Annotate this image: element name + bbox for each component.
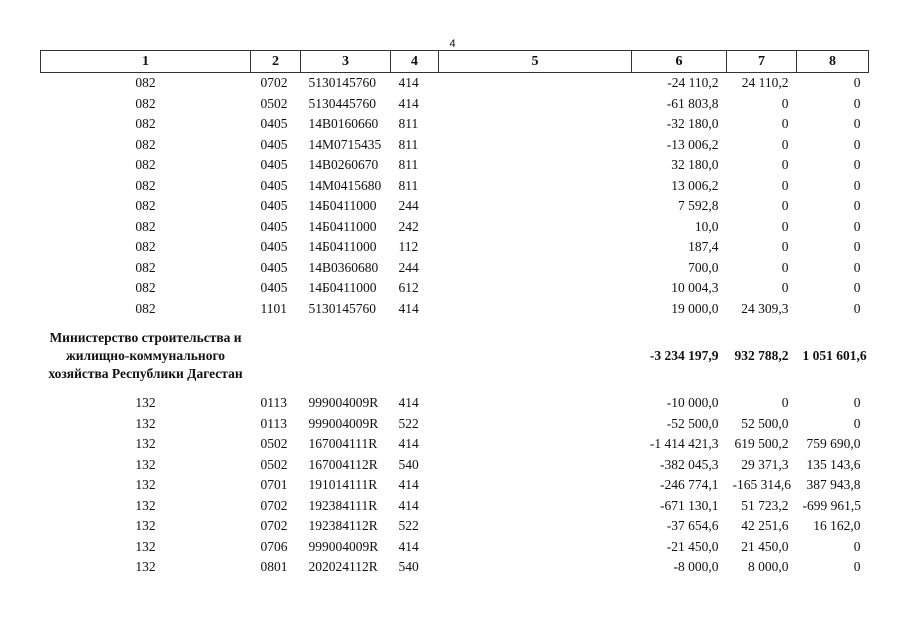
table-cell-col3: 14Б0411000 [308,218,377,234]
table-cell-col8: 0 [853,395,861,411]
table-row [41,496,869,517]
table-cell-col1: 132 [135,559,156,575]
table-cell-col8: 0 [853,75,861,91]
table-cell-col8: 16 162,0 [813,518,861,534]
table-cell-col5 [439,94,632,115]
table-cell-col2: 0113 [260,395,287,411]
ministry-total-row [41,319,869,393]
empty-cell [439,319,632,393]
table-cell-col3: 999004009R [308,538,379,554]
table-cell-col7: 42 251,6 [741,518,789,534]
table-cell-col8: 0 [853,218,861,234]
table-cell-col6: 19 000,0 [671,300,719,316]
table-cell-col7: 0 [781,395,789,411]
table-row [41,196,869,217]
table-cell-col6: -382 045,3 [660,456,719,472]
table-cell-col6: -61 803,8 [666,95,719,111]
table-row [41,94,869,115]
table-cell-col7: 0 [781,239,789,255]
table-cell-col1: 082 [135,300,156,316]
table-row [41,557,869,578]
table-row [41,176,869,197]
table-cell-col3: 202024112R [308,559,378,575]
table-cell-col7: 21 450,0 [741,538,789,554]
table-cell-col3: 14Б0411000 [308,280,377,296]
table-cell-col5 [439,155,632,176]
table-cell-col5 [439,196,632,217]
table-cell-col6: 10 004,3 [671,280,719,296]
table-cell-col6: 187,4 [688,239,719,255]
table-cell-col6: -52 500,0 [666,415,719,431]
table-cell-col7: 52 500,0 [741,415,789,431]
table-cell-col4: 811 [398,136,419,152]
table-row [41,217,869,238]
table-cell-col4: 414 [398,477,419,493]
table-row [41,135,869,156]
table-row [41,434,869,455]
table-cell-col8: 0 [853,415,861,431]
table-cell-col1: 082 [135,75,156,91]
table-cell-col3: 167004111R [308,436,378,452]
table-cell-col3: 14Б0411000 [308,239,377,255]
table-cell-col5 [439,414,632,435]
table-cell-col2: 0405 [260,280,288,296]
table-cell-col5 [439,278,632,299]
table-cell-col2: 0405 [260,198,288,214]
table-cell-col6: -8 000,0 [673,559,719,575]
table-cell-col8: 759 690,0 [806,436,861,452]
table-cell-col3: 192384111R [308,497,378,513]
table-row [41,258,869,279]
table-cell-col2: 0702 [260,497,288,513]
table-cell-col5 [439,557,632,578]
table-cell-col4: 811 [398,157,419,173]
table-cell-col8: 0 [853,198,861,214]
table-cell-col5 [439,114,632,135]
table-cell-col3: 14M0715435 [308,136,382,152]
table-cell-col1: 082 [135,116,156,132]
table-cell-col6: 700,0 [688,259,719,275]
table-cell-col4: 414 [398,95,419,111]
table-cell-col2: 0701 [260,477,288,493]
table-row [41,537,869,558]
table-cell-col3: 14B0260670 [308,157,379,173]
header-row [41,51,869,73]
table-cell-col2: 0706 [260,538,288,554]
table-cell-col4: 612 [398,280,419,296]
table-row [41,299,869,320]
table-header [41,51,869,73]
table-cell-col7: 51 723,2 [741,497,789,513]
empty-cell [301,319,391,393]
table-cell-col3: 5130445760 [308,95,376,111]
table-cell-col2: 0702 [260,75,288,91]
table-cell-col3: 167004112R [308,456,378,472]
table-cell-col6: 7 592,8 [678,198,719,214]
table-cell-col3: 999004009R [308,395,379,411]
table-cell-col5 [439,393,632,414]
table-cell-col8: 0 [853,300,861,316]
table-cell-col7: 8 000,0 [748,559,789,575]
table-cell-col8: 0 [853,280,861,296]
table-cell-col8: 0 [853,177,861,193]
table-cell-col2: 0113 [260,415,287,431]
table-cell-col4: 522 [398,415,419,431]
table-row [41,455,869,476]
table-cell-col8: 0 [853,136,861,152]
table-cell-col2: 0405 [260,157,288,173]
table-cell-col2: 0405 [260,136,288,152]
table-cell-col5 [439,537,632,558]
table-cell-col3: 5130145760 [308,300,376,316]
table-cell-col4: 244 [398,198,419,214]
table-cell-col2: 0405 [260,259,288,275]
table-cell-col2: 0502 [260,456,288,472]
table-cell-col1: 132 [135,518,156,534]
table-cell-col5 [439,434,632,455]
table-cell-col5 [439,516,632,537]
table-cell-col3: 5130145760 [308,75,376,91]
table-cell-col7: 0 [781,218,789,234]
table-cell-col4: 414 [398,395,419,411]
table-row [41,73,869,94]
table-cell-col1: 132 [135,395,156,411]
table-cell-col7: 0 [781,198,789,214]
table-cell-col6: -246 774,1 [660,477,719,493]
table-cell-col8: 0 [853,259,861,275]
table-cell-col6: -1 414 421,3 [649,436,719,452]
column-header-8: 8 [797,51,869,73]
table-cell-col2: 0405 [260,218,288,234]
table-cell-col6: -37 654,6 [666,518,719,534]
table-cell-col3: 192384112R [308,518,378,534]
table-row [41,114,869,135]
table-cell-col5 [439,176,632,197]
table-cell-col5 [439,258,632,279]
table-cell-col1: 132 [135,497,156,513]
ministry-name: Министерство строительства и жилищно-коммунального хозяйства Республики Дагестан [48,330,243,381]
table-cell-col2: 0405 [260,177,288,193]
table-cell-col1: 132 [135,415,156,431]
table-cell-col4: 540 [398,456,419,472]
table-cell-col6: -13 006,2 [666,136,719,152]
table-cell-col3: 14M0415680 [308,177,382,193]
page-number: 4 [449,38,456,50]
table-cell-col2: 0405 [260,116,288,132]
table-row [41,475,869,496]
table-cell-col2: 0502 [260,436,288,452]
table-cell-col5 [439,455,632,476]
table-cell-col1: 082 [135,177,156,193]
table-cell-col7: 24 110,2 [741,75,789,91]
table-cell-col8: 135 143,6 [806,456,861,472]
table-row [41,155,869,176]
table-cell-col3: 999004009R [308,415,379,431]
table-cell-col8: 0 [853,239,861,255]
table-cell-col6: 32 180,0 [671,157,719,173]
table-cell-col7: -165 314,6 [732,477,791,493]
table-cell-col8: 387 943,8 [806,477,861,493]
table-cell-col4: 244 [398,259,419,275]
table-cell-col4: 414 [398,300,419,316]
table-cell-col4: 811 [398,177,419,193]
table-cell-col1: 082 [135,239,156,255]
table-cell-col6: 10,0 [694,218,719,234]
ministry-total-col7: 932 788,2 [734,348,789,363]
table-cell-col7: 0 [781,116,789,132]
table-cell-col8: -699 961,5 [802,497,861,513]
table-cell-col3: 14Б0411000 [308,198,377,214]
table-row [41,393,869,414]
column-header-5: 5 [439,51,632,73]
table-cell-col5 [439,135,632,156]
table-cell-col1: 132 [135,456,156,472]
table-cell-col2: 0801 [260,559,288,575]
table-cell-col2: 0405 [260,239,288,255]
column-header-6: 6 [632,51,727,73]
ministry-total-col6: -3 234 197,9 [649,348,719,363]
table-cell-col5 [439,496,632,517]
table-cell-col8: 0 [853,559,861,575]
table-row [41,278,869,299]
table-cell-col5 [439,299,632,320]
table-row [41,237,869,258]
empty-cell [251,319,301,393]
empty-cell [391,319,439,393]
table-cell-col7: 0 [781,136,789,152]
table-cell-col6: -21 450,0 [666,538,719,554]
table-cell-col5 [439,217,632,238]
column-header-2: 2 [251,51,301,73]
table-cell-col4: 414 [398,538,419,554]
table-cell-col7: 0 [781,259,789,275]
table-cell-col7: 619 500,2 [734,436,789,452]
table-body [41,73,869,578]
table-cell-col7: 0 [781,280,789,296]
table-cell-col1: 082 [135,280,156,296]
table-cell-col4: 414 [398,497,419,513]
table-cell-col8: 0 [853,95,861,111]
table-cell-col6: -10 000,0 [666,395,719,411]
column-header-4: 4 [391,51,439,73]
table-cell-col6: -32 180,0 [666,116,719,132]
table-cell-col4: 242 [398,218,419,234]
table-cell-col4: 811 [398,116,419,132]
table-cell-col2: 1101 [260,300,287,316]
column-header-3: 3 [301,51,391,73]
table-cell-col1: 082 [135,218,156,234]
table-cell-col1: 082 [135,198,156,214]
table-cell-col1: 082 [135,259,156,275]
ministry-total-col8: 1 051 601,6 [802,348,867,363]
table-cell-col2: 0502 [260,95,288,111]
table-cell-col1: 082 [135,95,156,111]
table-cell-col6: -24 110,2 [667,75,719,91]
table-cell-col2: 0702 [260,518,288,534]
table-cell-col4: 540 [398,559,419,575]
table-row [41,414,869,435]
table-cell-col8: 0 [853,538,861,554]
table-cell-col7: 24 309,3 [741,300,789,316]
table-cell-col4: 414 [398,75,419,91]
table-cell-col7: 29 371,3 [741,456,789,472]
table-cell-col7: 0 [781,157,789,173]
table-cell-col1: 132 [135,436,156,452]
table-cell-col8: 0 [853,116,861,132]
column-header-1: 1 [41,51,251,73]
table-cell-col4: 522 [398,518,419,534]
table-row [41,516,869,537]
table-cell-col5 [439,237,632,258]
table-cell-col5 [439,475,632,496]
column-header-7: 7 [727,51,797,73]
table-cell-col3: 191014111R [308,477,378,493]
table-cell-col6: 13 006,2 [671,177,719,193]
table-cell-col1: 132 [135,477,156,493]
table-cell-col1: 132 [135,538,156,554]
table-cell-col8: 0 [853,157,861,173]
table-cell-col3: 14B0360680 [308,259,379,275]
budget-table [40,50,869,578]
table-cell-col1: 082 [135,136,156,152]
table-cell-col1: 082 [135,157,156,173]
table-cell-col3: 14B0160660 [308,116,379,132]
table-cell-col7: 0 [781,177,789,193]
table-cell-col7: 0 [781,95,789,111]
table-cell-col5 [439,73,632,94]
table-cell-col4: 414 [398,436,419,452]
table-cell-col6: -671 130,1 [660,497,719,513]
table-cell-col4: 112 [398,239,419,255]
